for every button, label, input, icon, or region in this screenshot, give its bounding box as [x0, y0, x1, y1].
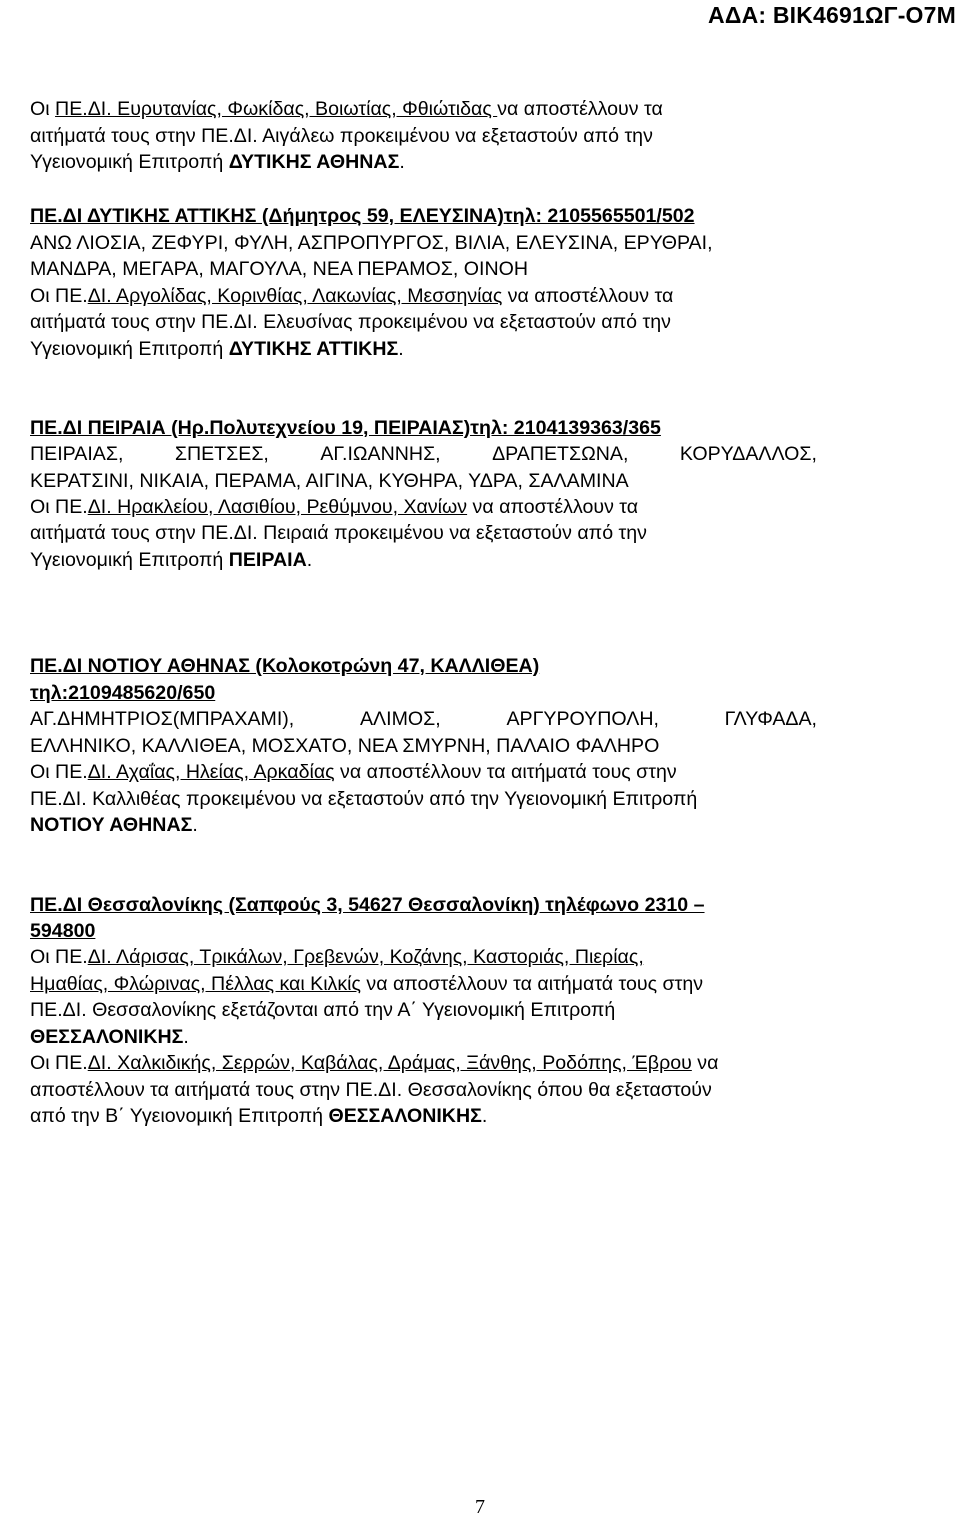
bold-text: ΔΥΤΙΚΗΣ ΑΘΗΝΑΣ: [228, 151, 400, 173]
assignment-line-1: [30, 494, 638, 520]
section-phone-notiou-athinas: τηλ:2109485620/650: [30, 682, 216, 704]
assignment-line-1: [30, 759, 677, 785]
area: ΠΕΙΡΑΙΑΣ,: [30, 443, 124, 465]
areas-line-2: ΜΑΝΔΡΑ, ΜΕΓΑΡΑ, ΜΑΓΟΥΛΑ, ΝΕΑ ΠΕΡΑΜΟΣ, ΟΙΝΟΗ: [30, 258, 529, 280]
assignment-line-3: [30, 336, 404, 362]
area: ΓΛΥΦΑΔΑ,: [724, 708, 817, 730]
text: .: [192, 814, 198, 836]
assignment-line-3: [30, 812, 198, 838]
text: να αποστέλλουν τα αιτήματά τους στην: [334, 761, 677, 783]
text: Υγειονομική Επιτροπή: [30, 549, 229, 571]
text: .: [398, 338, 404, 360]
text: Υγειονομική Επιτροπή: [30, 338, 229, 360]
text: Οι ΠΕ.: [30, 946, 88, 968]
bold-text: ΠΕΙΡΑΙΑ: [228, 549, 307, 571]
text: Οι ΠΕ.: [30, 761, 88, 783]
underlined-text: ΔΙ. Λάρισας, Τρικάλων, Γρεβενών, Κοζάνης, Καστοριάς, Πιερίας,: [87, 946, 644, 968]
area: ΑΓ.ΔΗΜΗΤΡΙΟΣ(ΜΠΡΑΧΑΜΙ),: [30, 708, 295, 730]
section-title-dytikis-attikis: ΠΕ.ΔΙ ΔΥΤΙΚΗΣ ΑΤΤΙΚΗΣ (Δήμητρος 59, ΕΛΕΥΣΙΝΑ)τηλ: 2105565501/502: [30, 205, 695, 227]
bold-text: ΔΥΤΙΚΗΣ ΑΤΤΙΚΗΣ: [228, 338, 399, 360]
assignment-line-2: αιτήματά τους στην ΠΕ.ΔΙ. Ελευσίνας προκειμένου να εξεταστούν από την: [30, 311, 671, 333]
underlined-text: ΔΙ. Αχαΐας, Ηλείας, Αρκαδίας: [87, 761, 335, 783]
area: ΑΛΙΜΟΣ,: [359, 708, 441, 730]
section-phone-thessaloniki: 594800: [30, 920, 96, 942]
areas-line-2: ΚΕΡΑΤΣΙΝΙ, ΝΙΚΑΙΑ, ΠΕΡΑΜΑ, ΑΙΓΙΝΑ, ΚΥΘΗΡΑ, ΥΔΡΑ, ΣΑΛΑΜΙΝΑ: [30, 470, 629, 492]
assignment-line-4: [30, 1024, 189, 1050]
text: .: [399, 151, 405, 173]
bold-text: ΘΕΣΣΑΛΟΝΙΚΗΣ: [30, 1026, 184, 1048]
areas-line-2: ΕΛΛΗΝΙΚΟ, ΚΑΛΛΙΘΕΑ, ΜΟΣΧΑΤΟ, ΝΕΑ ΣΜΥΡΝΗ, ΠΑΛΑΙΟ ΦΑΛΗΡΟ: [30, 735, 660, 757]
assignment-line-2: αιτήματά τους στην ΠΕ.ΔΙ. Πειραιά προκειμένου να εξεταστούν από την: [30, 522, 647, 544]
text: Οι ΠΕ.: [30, 496, 88, 518]
text: .: [481, 1105, 488, 1127]
text: να αποστέλλουν τα: [467, 496, 639, 518]
text: να αποστέλλουν τα: [497, 98, 663, 120]
area: ΣΠΕΤΣΕΣ,: [174, 443, 269, 465]
section-title-peiraia: ΠΕ.ΔΙ ΠΕΙΡΑΙΑ (Ηρ.Πολυτεχνείου 19, ΠΕΙΡΑΙΑΣ)τηλ: 2104139363/365: [30, 417, 661, 439]
bold-text: ΘΕΣΣΑΛΟΝΙΚΗΣ: [328, 1105, 482, 1127]
assignment-line-1: [30, 283, 673, 309]
underlined-text: Ημαθίας, Φλώρινας, Πέλλας και Κιλκίς: [30, 973, 361, 995]
assignment-line-1: [30, 944, 644, 970]
assignment-line-6: αποστέλλουν τα αιτήματά τους στην ΠΕ.ΔΙ. Θεσσαλονίκης όπου θα εξεταστούν: [30, 1079, 712, 1101]
assignment-line-2: [30, 971, 703, 997]
ada-code: ΑΔΑ: ΒΙΚ4691ΩΓ-Ο7Μ: [708, 2, 956, 28]
text: να: [691, 1052, 719, 1074]
areas-line-1: [30, 706, 817, 732]
assignment-line-2: ΠΕ.ΔΙ. Καλλιθέας προκειμένου να εξεταστούν από την Υγειονομική Επιτροπή: [30, 788, 698, 810]
text: Υγειονομική Επιτροπή: [30, 151, 229, 173]
text: από την Β΄ Υγειονομική Επιτροπή: [30, 1105, 329, 1127]
areas-line-1: ΑΝΩ ΛΙΟΣΙΑ, ΖΕΦΥΡΙ, ΦΥΛΗ, ΑΣΠΡΟΠΥΡΓΟΣ, ΒΙΛΙΑ, ΕΛΕΥΣΙΝΑ, ΕΡΥΘΡΑΙ,: [30, 232, 713, 254]
text: Οι ΠΕ.: [30, 1052, 88, 1074]
area: ΑΡΓΥΡΟΥΠΟΛΗ,: [506, 708, 659, 730]
intro-line-1: [30, 96, 663, 122]
text: .: [306, 549, 313, 571]
underlined-text: ΔΙ. Ηρακλείου, Λασιθίου, Ρεθύμνου, Χανίων: [87, 496, 468, 518]
text: Οι: [30, 98, 56, 120]
intro-line-2: αιτήματά τους στην ΠΕ.ΔΙ. Αιγάλεω προκειμένου να εξεταστούν από την: [30, 125, 653, 147]
underlined-text: ΔΙ. Αργολίδας, Κορινθίας, Λακωνίας, Μεσσηνίας: [87, 285, 503, 307]
text: να αποστέλλουν τα: [502, 285, 674, 307]
bold-text: ΝΟΤΙΟΥ ΑΘΗΝΑΣ: [30, 814, 193, 836]
underlined-text: ΔΙ. Χαλκιδικής, Σερρών, Καβάλας, Δράμας, Ξάνθης, Ροδόπης, Έβρου: [87, 1052, 692, 1074]
area: ΔΡΑΠΕΤΣΩΝΑ,: [492, 443, 629, 465]
assignment-line-3: ΠΕ.ΔΙ. Θεσσαλονίκης εξετάζονται από την Α΄ Υγειονομική Επιτροπή: [30, 999, 616, 1021]
section-title-thessaloniki: ΠΕ.ΔΙ Θεσσαλονίκης (Σαπφούς 3, 54627 Θεσσαλονίκη) τηλέφωνο 2310 –: [30, 894, 705, 916]
underlined-text: ΠΕ.ΔΙ. Ευρυτανίας, Φωκίδας, Βοιωτίας, Φθιώτιδας: [55, 98, 498, 120]
assignment-line-5: [30, 1050, 718, 1076]
area: ΑΓ.ΙΩΑΝΝΗΣ,: [320, 443, 441, 465]
page-number: 7: [475, 1496, 485, 1518]
assignment-line-7: [30, 1103, 487, 1129]
area: ΚΟΡΥΔΑΛΛΟΣ,: [679, 443, 817, 465]
assignment-line-3: [30, 547, 312, 573]
text: να αποστέλλουν τα αιτήματά τους στην: [360, 973, 704, 995]
section-title-notiou-athinas: ΠΕ.ΔΙ ΝΟΤΙΟΥ ΑΘΗΝΑΣ (Κολοκοτρώνη 47, ΚΑΛΛΙΘΕΑ): [30, 655, 540, 677]
intro-line-3: [30, 149, 405, 175]
text: .: [183, 1026, 189, 1048]
text: Οι ΠΕ.: [30, 285, 88, 307]
areas-line-1: [30, 441, 817, 467]
